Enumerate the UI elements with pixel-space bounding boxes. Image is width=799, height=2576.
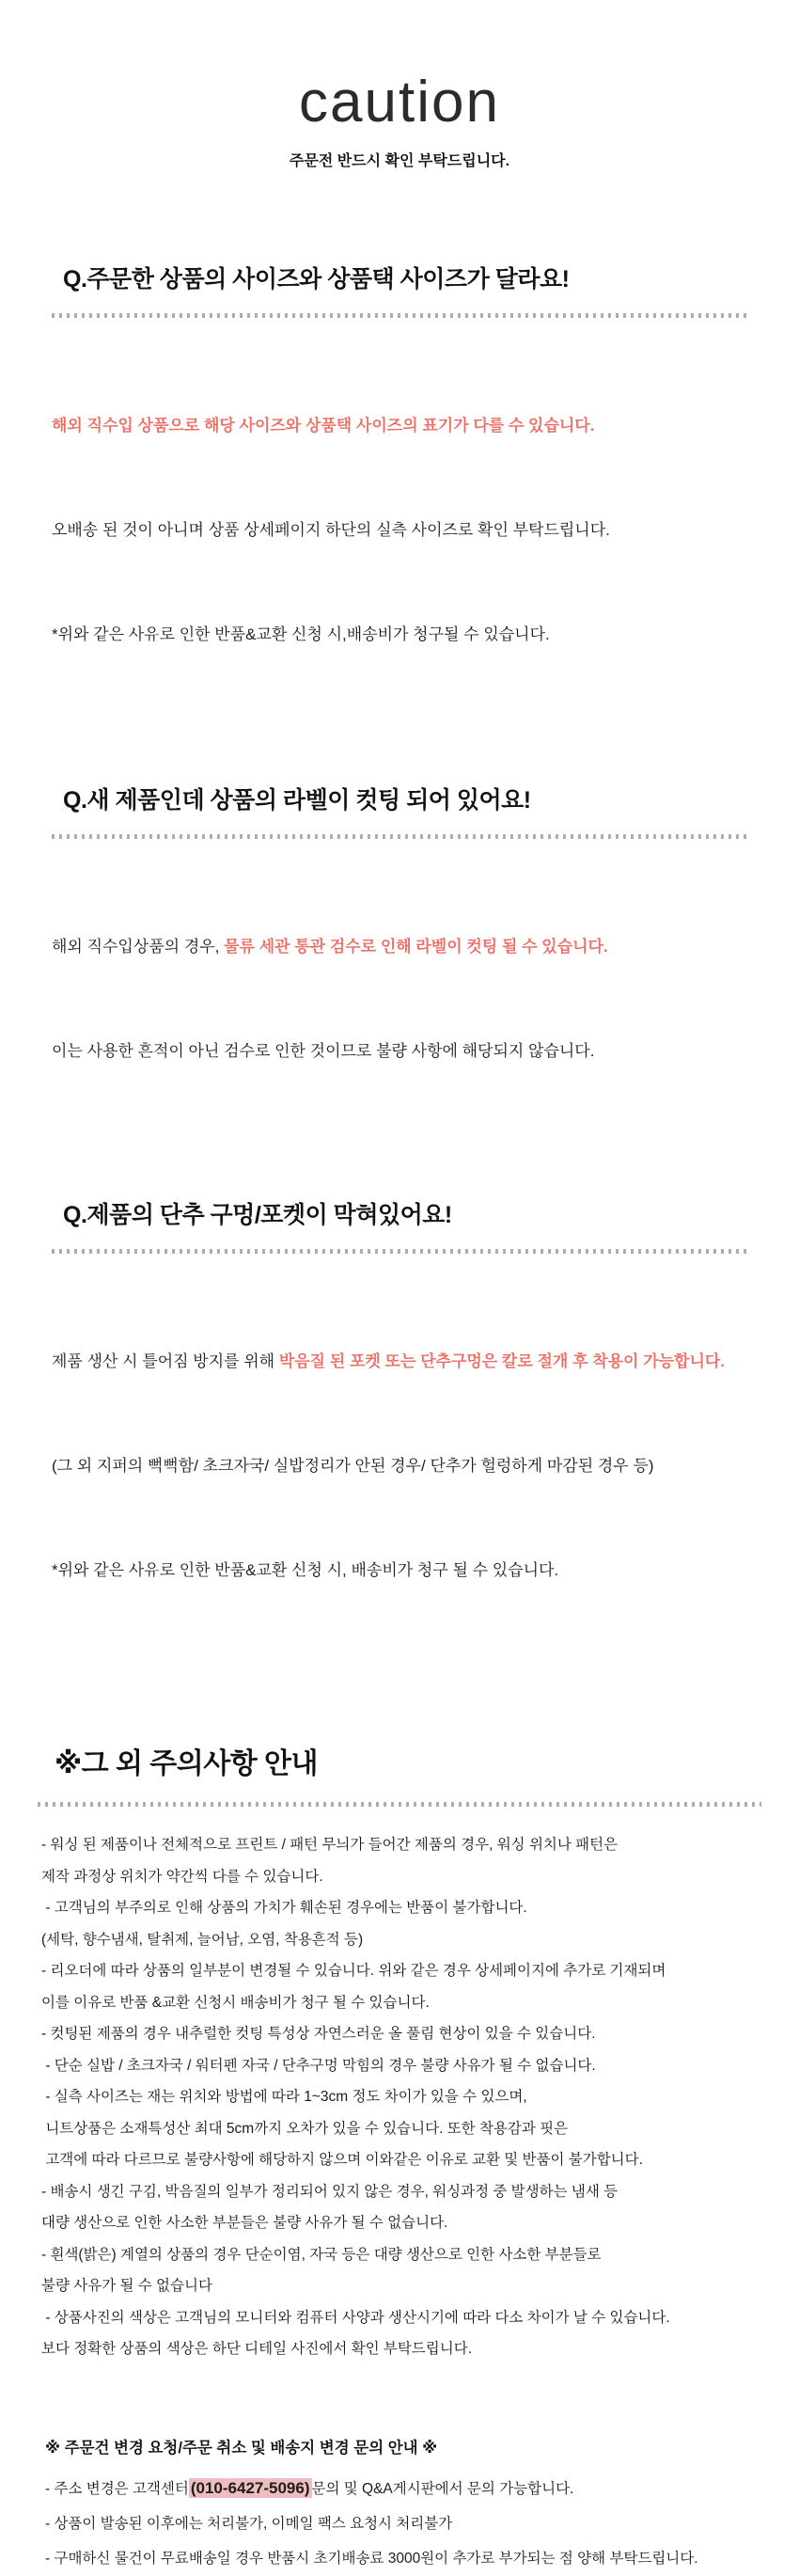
answer-line-highlight: 해외 직수입 상품으로 해당 사이즈와 상품택 사이즈의 표기가 다를 수 있습니다. — [52, 417, 595, 435]
order-change-info-section — [0, 2435, 799, 2576]
answer-line: *위와 같은 사유로 인한 반품&교환 신청 시,배송비가 청구될 수 있습니다. — [52, 625, 550, 643]
answer-text: 해외 직수입상품의 경우, — [52, 938, 225, 956]
answer-line-mixed — [52, 929, 747, 964]
note-line: 니트상품은 소재특성산 최대 5cm까지 오차가 있을 수 있습니다. 또한 착용감과 핏은 — [41, 2120, 569, 2137]
note-line: - 배송시 생긴 구김, 박음질의 일부가 정리되어 있지 않은 경우, 워싱과정 중 발생하는 냄새 등 — [41, 2183, 619, 2200]
answer-line: 이는 사용한 흔적이 아닌 검수로 인한 것이므로 불량 사항에 해당되지 않습니다. — [52, 1042, 595, 1060]
answer-line: (그 외 지퍼의 뻑뻑함/ 초크자국/ 실밥정리가 안된 경우/ 단추가 헐렁하게 마감된 경우 등) — [52, 1457, 654, 1475]
note-line: - 워싱 된 제품이나 전체적으로 프린트 / 패턴 무늬가 들어간 제품의 경우, 워싱 위치나 패턴은 — [41, 1837, 619, 1853]
contact-text: - 주소 변경은 고객센터 — [45, 2480, 189, 2497]
other-notices-list — [38, 1829, 761, 2365]
note-line: - 컷팅된 제품의 경우 내추럴한 컷팅 특성상 자연스러운 올 풀림 현상이 있을 수 있습니다. — [41, 2026, 596, 2042]
other-notices-section — [0, 1740, 799, 2365]
note-line: - 흰색(밝은) 계열의 상품의 경우 단순이염, 자국 등은 대량 생산으로 인한 사소한 부분들로 — [41, 2246, 602, 2263]
answer-line: 오배송 된 것이 아니며 상품 상세페이지 하단의 실측 사이즈로 확인 부탁드립니다. — [52, 521, 610, 539]
answer-text: 제품 생산 시 틀어짐 방지를 위해 — [52, 1352, 279, 1370]
faq-question: Q.제품의 단추 구멍/포켓이 막혀있어요! — [63, 1202, 452, 1228]
dotted-divider — [38, 1802, 761, 1807]
answer-line-mixed — [52, 1344, 747, 1379]
page-subtitle: 주문전 반드시 확인 부탁드립니다. — [289, 153, 510, 169]
other-notices-title: ※그 외 주의사항 안내 — [55, 1748, 319, 1779]
answer-text-highlight: 박음질 된 포켓 또는 단추구멍은 칼로 절개 후 착용이 가능합니다. — [278, 1352, 726, 1370]
note-line: (세탁, 향수냄새, 탈취제, 늘어남, 오염, 착용흔적 등) — [41, 1931, 364, 1948]
dotted-divider — [52, 313, 747, 318]
contact-line: - 상품이 발송된 이후에는 처리불가, 이메일 팩스 요청시 처리불가 — [45, 2515, 453, 2532]
note-line: - 상품사진의 색상은 고객님의 모니터와 컴퓨터 사양과 생산시기에 따라 다소 차이가 날 수 있습니다. — [41, 2309, 670, 2326]
faq-section-size-difference — [0, 261, 799, 721]
note-line: - 고객님의 부주의로 인해 상품의 가치가 훼손된 경우에는 반품이 불가합니다. — [41, 1900, 527, 1916]
note-line: 이를 이유로 반품 &교환 신청시 배송비가 청구 될 수 있습니다. — [41, 1994, 430, 2011]
faq-answer — [52, 339, 747, 721]
faq-question: Q.주문한 상품의 사이즈와 상품택 사이즈가 달라요! — [63, 266, 570, 292]
note-line: 대량 생산으로 인한 사소한 부분들은 불량 사유가 될 수 없습니다. — [41, 2215, 448, 2231]
page-title: caution — [299, 70, 500, 134]
faq-section-label-cutting — [0, 782, 799, 1138]
note-line: - 단순 실밥 / 초크자국 / 워터펜 자국 / 단추구멍 막힘의 경우 불량 사유가 될 수 없습니다. — [41, 2057, 596, 2074]
order-change-info-list — [45, 2471, 754, 2576]
page-header — [0, 0, 799, 170]
faq-answer — [52, 860, 747, 1138]
answer-line: *위와 같은 사유로 인한 반품&교환 신청 시, 배송비가 청구 될 수 있습니다. — [52, 1561, 559, 1579]
answer-text-highlight: 물류 세관 통관 검수로 인해 라벨이 컷팅 될 수 있습니다. — [224, 938, 608, 956]
contact-text: 문의 및 Q&A게시판에서 문의 가능합니다. — [311, 2480, 574, 2497]
dotted-divider — [52, 834, 747, 839]
note-line: 제작 과정상 위치가 약간씩 다를 수 있습니다. — [41, 1868, 323, 1885]
contact-line-address-change — [45, 2471, 754, 2506]
order-change-info-title: ※ 주문건 변경 요청/주문 취소 및 배송지 변경 문의 안내 ※ — [45, 2439, 438, 2457]
note-line: - 리오더에 따라 상품의 일부분이 변경될 수 있습니다. 위와 같은 경우 상세페이지에 추가로 기재되며 — [41, 1963, 666, 1979]
dotted-divider — [52, 1249, 747, 1254]
note-line: 고객에 따라 다르므로 불량사항에 해당하지 않으며 이와같은 이유로 교환 및 반품이 불가합니다. — [41, 2152, 643, 2168]
note-line: - 실측 사이즈는 재는 위치와 방법에 따라 1~3cm 정도 차이가 있을 수 있으며, — [41, 2089, 527, 2105]
customer-center-phone-number: (010-6427-5096) — [190, 2478, 310, 2497]
faq-question: Q.새 제품인데 상품의 라벨이 컷팅 되어 있어요! — [63, 787, 531, 814]
faq-answer — [52, 1274, 747, 1657]
contact-line: - 구매하신 물건이 무료배송일 경우 반품시 초기배송료 3000원이 추가로 부가되는 점 양해 부탁드립니다. — [45, 2550, 698, 2567]
note-line: 불량 사유가 될 수 없습니다 — [41, 2278, 212, 2294]
note-line: 보다 정확한 상품의 색상은 하단 디테일 사진에서 확인 부탁드립니다. — [41, 2341, 473, 2357]
faq-section-blocked-buttonhole — [0, 1196, 799, 1657]
